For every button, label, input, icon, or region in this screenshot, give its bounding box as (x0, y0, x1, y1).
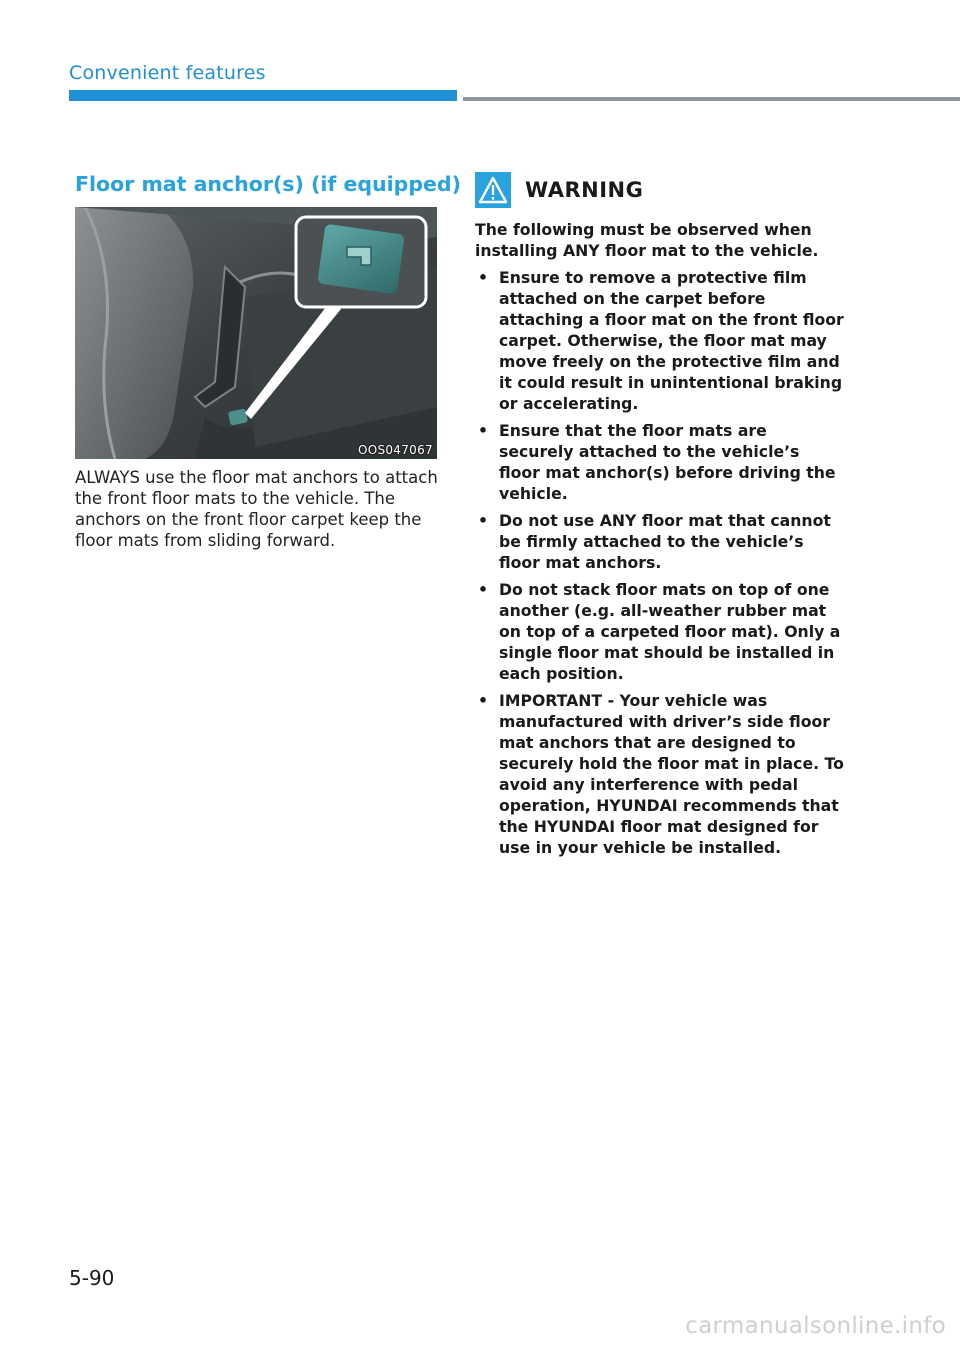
warning-item-text: Ensure that the floor mats are securely attached to the vehicle’s floor mat anchor(s) before driving the vehicle. (499, 421, 836, 503)
header-accent-bar (69, 90, 457, 101)
anchor-instruction-text: ALWAYS use the floor mat anchors to attach the front floor mats to the vehicle. The anchors on the front floor carpet keep the floor mats from sliding forward. (75, 468, 438, 550)
warning-item (475, 690, 845, 858)
warning-title: WARNING (525, 178, 644, 202)
page-number: 5-90 (69, 1266, 115, 1290)
warning-item-text: Do not stack floor mats on top of one another (e.g. all-weather rubber mat on top of a carpeted floor mat). Only a single floor mat should be installed in each position. (499, 580, 841, 683)
section-title: Convenient features (69, 62, 266, 84)
section-heading: Floor mat anchor(s) (if equipped) (75, 172, 461, 196)
warning-body (475, 219, 845, 864)
warning-item-text: Do not use ANY floor mat that cannot be firmly attached to the vehicle’s floor mat anchors. (499, 511, 831, 572)
header-rule (463, 97, 960, 101)
warning-triangle-icon (475, 172, 511, 208)
warning-item-text: Ensure to remove a protective film attached on the carpet before attaching a floor mat on the front floor carpet. Otherwise, the floor mat may move freely on the protective film and it could result in unintentional braking or accelerating. (499, 268, 844, 413)
bullet-icon: • (478, 511, 489, 530)
warning-item-text: IMPORTANT - Your vehicle was manufactured with driver’s side floor mat anchors that are designed to securely hold the floor mat in place. To avoid any interference with pedal operation, HYUNDAI recommends that the HYUNDAI floor mat designed for use in your vehicle be installed. (499, 691, 844, 857)
bullet-icon: • (478, 421, 489, 440)
warning-item (475, 267, 845, 414)
figure-code: OOS047067 (357, 443, 433, 457)
bullet-icon: • (478, 268, 489, 287)
bullet-icon: • (478, 691, 489, 710)
warning-item (475, 420, 845, 504)
warning-list (475, 267, 845, 858)
warning-intro: The following must be observed when installing ANY floor mat to the vehicle. (475, 220, 819, 260)
warning-item (475, 579, 845, 684)
bullet-icon: • (478, 580, 489, 599)
floor-mat-anchor-drawing (75, 207, 437, 459)
warning-header (475, 172, 643, 208)
watermark: carmanualsonline.info (685, 1313, 946, 1339)
warning-item (475, 510, 845, 573)
floor-mat-anchor-illustration (75, 207, 437, 459)
